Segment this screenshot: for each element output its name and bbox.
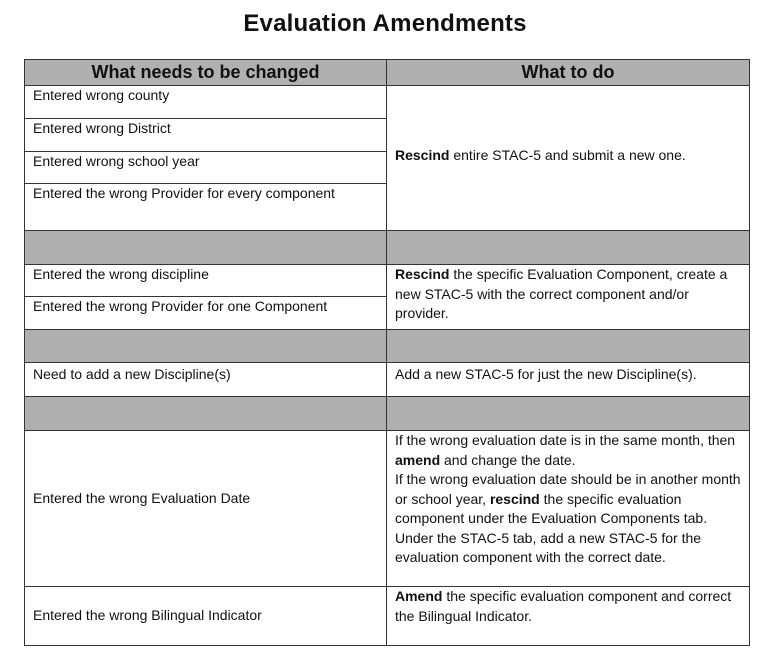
action-keyword: rescind [489, 490, 540, 507]
action-rescind-entire [386, 85, 750, 231]
action-text: the specific evaluation component and correct the Bilingual Indicator. [395, 588, 732, 624]
action-rescind-component [386, 264, 750, 330]
action-amend-bilingual [386, 586, 750, 646]
row-wrong-school-year: Entered wrong school year [24, 151, 387, 184]
action-paragraph-same-month [395, 431, 743, 470]
row-wrong-county: Entered wrong county [24, 85, 387, 119]
row-wrong-provider-every: Entered the wrong Provider for every component [24, 183, 387, 231]
separator-row [386, 230, 750, 265]
row-wrong-district: Entered wrong District [24, 118, 387, 152]
action-eval-date [386, 430, 750, 587]
row-wrong-provider-one: Entered the wrong Provider for one Component [24, 296, 387, 330]
action-add-stac5: Add a new STAC-5 for just the new Discipline(s). [386, 362, 750, 397]
action-text: If the wrong evaluation date is in the same month, then [395, 432, 736, 448]
column-header-what-to-do: What to do [386, 59, 750, 86]
action-text: the specific evaluation component under the Evaluation Components tab. Under the STAC-5 tab, add a new STAC-5 for the evaluation component with the correct date. [395, 490, 708, 565]
action-text: If the wrong evaluation date should be in another month or school year, [395, 471, 741, 507]
action-text: and change the date. [440, 451, 576, 468]
page-title: Evaluation Amendments [243, 10, 527, 37]
action-keyword: Rescind [395, 266, 450, 282]
separator-row [24, 230, 387, 265]
action-text: the specific Evaluation Component, create a new STAC-5 with the correct component and/or provider. [395, 266, 728, 321]
action-keyword: Amend [395, 588, 443, 604]
action-keyword: Rescind [395, 147, 450, 163]
action-keyword: amend [395, 451, 441, 468]
column-header-what-changed: What needs to be changed [24, 59, 387, 86]
action-text: entire STAC-5 and submit a new one. [449, 147, 686, 163]
row-add-discipline: Need to add a new Discipline(s) [24, 362, 387, 397]
row-wrong-discipline: Entered the wrong discipline [24, 264, 387, 297]
row-wrong-bilingual: Entered the wrong Bilingual Indicator [24, 586, 387, 646]
amendments-table [24, 59, 750, 646]
action-paragraph-other-month [395, 470, 743, 568]
separator-row [24, 396, 387, 431]
separator-row [386, 396, 750, 431]
separator-row [24, 329, 387, 363]
row-wrong-eval-date: Entered the wrong Evaluation Date [24, 430, 387, 587]
separator-row [386, 329, 750, 363]
